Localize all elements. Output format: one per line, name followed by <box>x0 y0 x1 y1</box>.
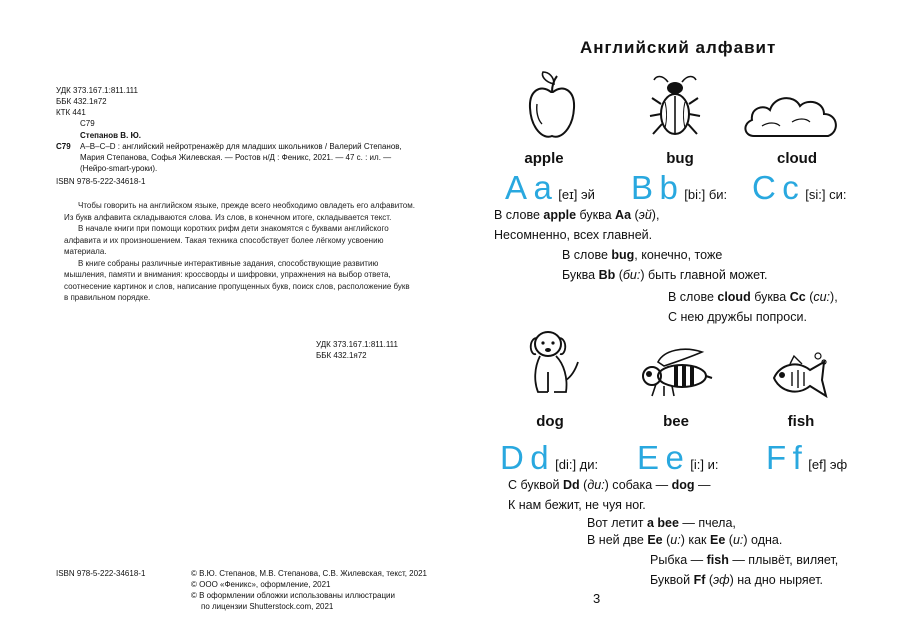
letter-e-row <box>637 441 719 475</box>
letter-upper: D <box>500 439 526 476</box>
phonetic: [si:] си: <box>805 187 847 202</box>
letter-f-row <box>766 441 847 475</box>
rhyme-line: К нам бежит, не чуя ног. <box>508 498 646 512</box>
author-mark-left: С79 <box>56 142 71 151</box>
bug-icon <box>650 74 700 142</box>
word-bug: bug <box>666 150 694 167</box>
bbk-code: ББК 432.1я72 <box>56 97 107 106</box>
word-bee: bee <box>663 413 689 430</box>
rhyme-line: Буква Bb (би:) быть главной может. <box>562 268 768 282</box>
copyright-line: по лицензии Shutterstock.com, 2021 <box>201 602 334 611</box>
rhyme-line: В слове cloud буква Cc (си:), <box>668 290 838 304</box>
cloud-icon <box>742 92 842 140</box>
phonetic: [bi:] би: <box>684 187 728 202</box>
apple-icon <box>527 72 577 144</box>
letter-lower: d <box>530 439 551 476</box>
letter-upper: E <box>637 439 662 476</box>
annotation-paragraph: Чтобы говорить на английском языке, прежде всего необходимо овладеть его алфавитом. Из букв алфавита складываются слова. Из слов, в конечном итоге, складывается текст. <box>64 201 415 222</box>
ktk-code: КТК 441 <box>56 108 86 117</box>
biblio-line-2: Мария Степанова, Софья Жилевская. — Ростов н/Д : Феникс, 2021. — 47 с. : ил. — <box>80 153 392 162</box>
rhyme-line: Вот летит a bee — пчела, <box>587 516 736 530</box>
word-apple: apple <box>524 150 564 167</box>
letter-upper: A <box>505 169 530 206</box>
rhyme-line: С нею дружбы попроси. <box>668 310 807 324</box>
page-number: 3 <box>593 591 601 606</box>
rhyme-line: В ней две Ee (и:) как Ee (и:) одна. <box>587 533 783 547</box>
phonetic: [eɪ] эй <box>558 187 595 202</box>
letter-a-row <box>505 171 595 205</box>
rhyme-line: В слове apple буква Aa (эй), <box>494 208 660 222</box>
letter-lower: a <box>533 169 554 206</box>
letter-lower: f <box>792 439 804 476</box>
letter-upper: B <box>631 169 656 206</box>
biblio-line-3: (Нейро-smart-уроки). <box>80 164 158 173</box>
letter-lower: e <box>665 439 686 476</box>
copyright-line: © ООО «Феникс», оформление, 2021 <box>191 580 331 589</box>
isbn-bottom: ISBN 978-5-222-34618-1 <box>56 569 146 578</box>
word-fish: fish <box>787 413 815 430</box>
word-cloud: cloud <box>777 150 817 167</box>
dog-icon <box>524 328 580 396</box>
rhyme-line: С буквой Dd (ди:) собака — dog — <box>508 478 711 492</box>
phonetic: [i:] и: <box>690 457 719 472</box>
udk-code: УДК 373.167.1:811.111 <box>56 86 138 95</box>
udk-code-bottom: УДК 373.167.1:811.111 <box>316 340 398 349</box>
biblio-line-1: А–В–С–D : английский нейротренажёр для младших школьников / Валерий Степанов, <box>80 142 402 151</box>
phonetic: [di:] ди: <box>555 457 599 472</box>
author-mark: С79 <box>80 119 95 128</box>
rhyme-line: Несомненно, всех главней. <box>494 228 653 242</box>
authors-heading: Степанов В. Ю. <box>80 131 141 140</box>
letter-upper: F <box>766 439 789 476</box>
rhyme-line: Буквой Ff (эф) на дно ныряет. <box>650 573 824 587</box>
letter-lower: b <box>659 169 680 206</box>
bbk-code-bottom: ББК 432.1я72 <box>316 351 367 360</box>
rhyme-line: Рыбка — fish — плывёт, виляет, <box>650 553 839 567</box>
isbn-top: ISBN 978-5-222-34618-1 <box>56 177 146 186</box>
rhyme-line: В слове bug, конечно, тоже <box>562 248 723 262</box>
fish-icon <box>768 350 830 400</box>
letter-upper: C <box>752 169 778 206</box>
bee-icon <box>636 348 712 398</box>
annotation-paragraph: В книге собраны различные интерактивные задания, способствующие развитию мышления, памяти и внимания: кроссворды и шифровки, упражнения на выбор ответа, соотнесение картинок и слов, написание пропущенных букв, поиск слов, расположение букв в правильном порядке. <box>64 258 410 302</box>
letter-c-row <box>752 171 846 205</box>
copyright-line: © В.Ю. Степанов, М.В. Степанова, С.В. Жилевская, текст, 2021 <box>191 569 427 578</box>
letter-b-row <box>631 171 727 205</box>
page-title: Английский алфавит <box>580 38 777 57</box>
annotation-paragraph: В начале книги при помощи коротких рифм дети знакомятся с буквами английского алфавита и их произношением. Такая техника способствует более лёгкому усвоению материала. <box>64 224 389 256</box>
annotation <box>64 200 416 304</box>
copyright-line: © В оформлении обложки использованы иллюстрации <box>191 591 395 600</box>
letter-d-row <box>500 441 598 475</box>
word-dog: dog <box>536 413 564 430</box>
phonetic: [ef] эф <box>808 457 848 472</box>
letter-lower: c <box>782 169 801 206</box>
